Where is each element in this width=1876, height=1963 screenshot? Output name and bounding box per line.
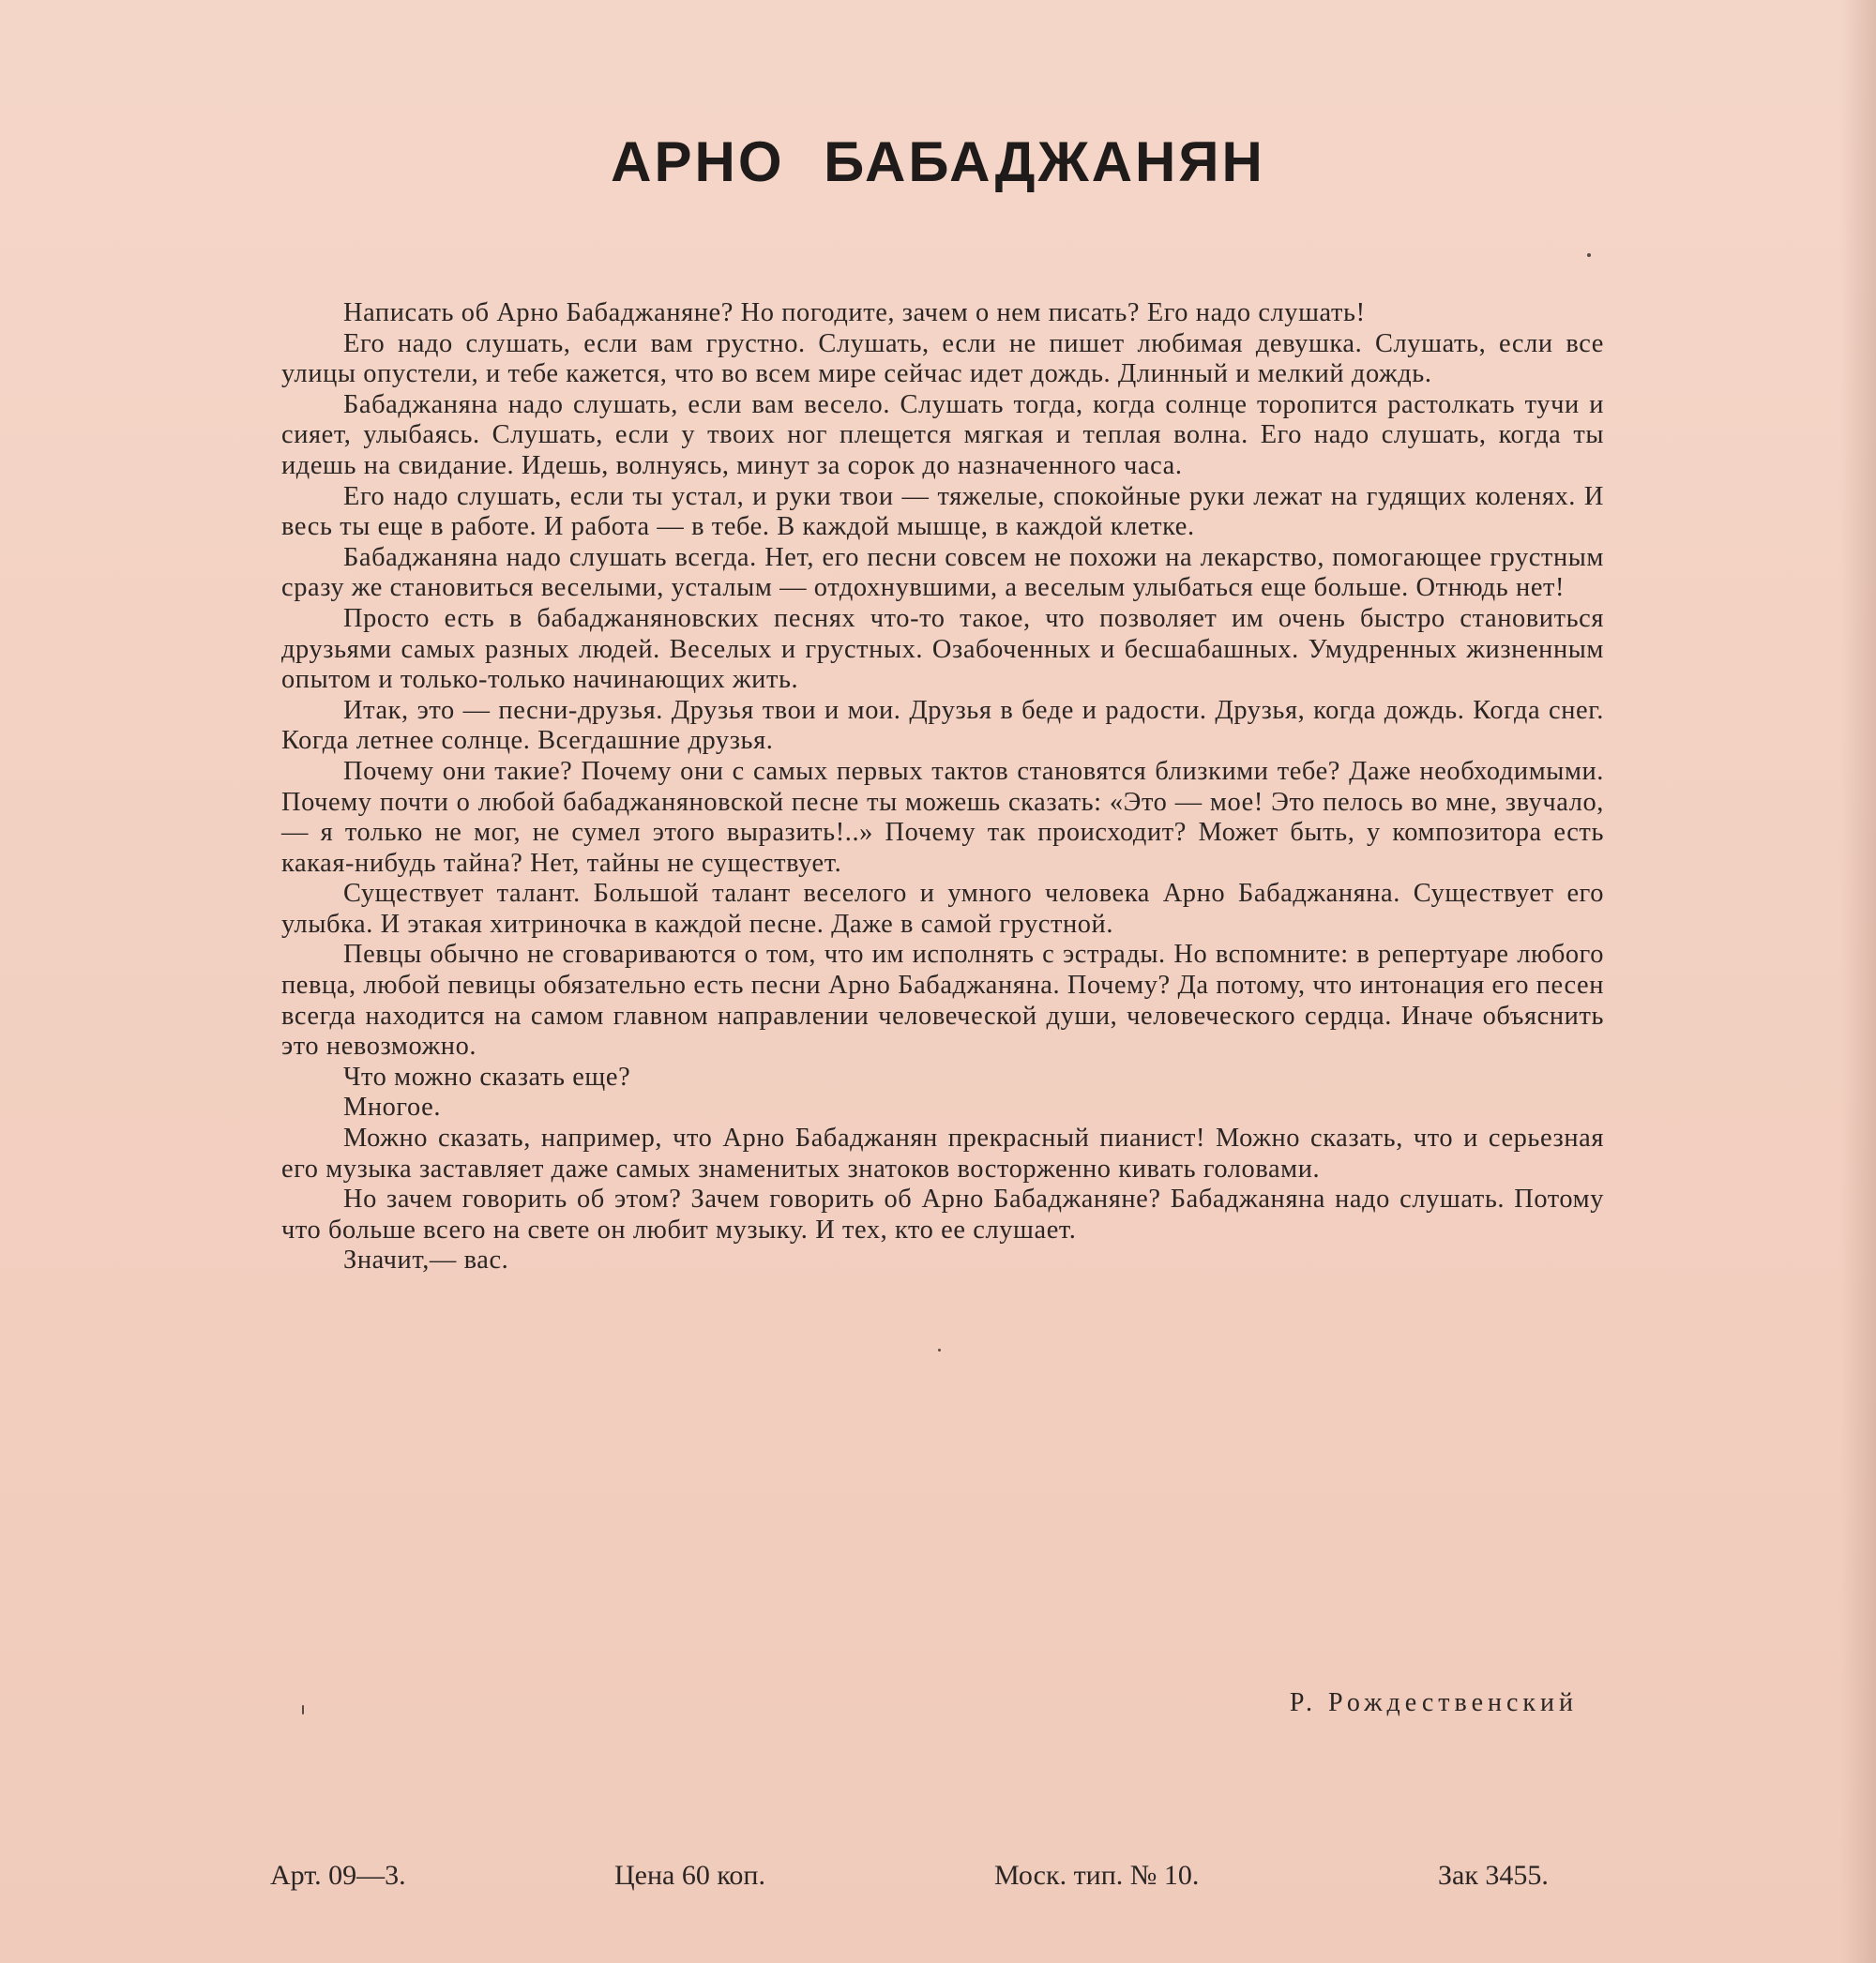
- paper-speck: [302, 1705, 304, 1714]
- paper-speck: [938, 1349, 941, 1351]
- article-number: Арт. 09—3.: [270, 1860, 406, 1891]
- paragraph: Певцы обычно не сговариваются о том, что им исполнять с эстрады. Но вспомните: в репертуаре любого певца, любой певицы обязательно есть песни Арно Бабаджаняна. Почему? Да потому, что интонация его песен всегда находится на самом главном направлении человеческой души, человеческого сердца. Иначе объяснить это невозможно.: [281, 940, 1604, 1062]
- article-body: [281, 298, 1604, 1276]
- paragraph: Бабаджаняна надо слушать всегда. Нет, его песни совсем не похожи на лекарство, помогающее грустным сразу же становиться веселыми, усталым — отдохнувшими, а веселым улыбаться еще больше. Отнюдь нет!: [281, 542, 1604, 603]
- paragraph: Существует талант. Большой талант веселого и умного человека Арно Бабаджаняна. Существует его улыбка. И этакая хитриночка в каждой песне. Даже в самой грустной.: [281, 879, 1604, 939]
- imprint-footer: [0, 1860, 1876, 1897]
- paragraph: Его надо слушать, если ты устал, и руки твои — тяжелые, спокойные руки лежат на гудящих коленях. И весь ты еще в работе. И работа — в тебе. В каждой мышце, в каждой клетке.: [281, 481, 1604, 542]
- page-title: АРНО БАБАДЖАНЯН: [611, 130, 1265, 193]
- paragraph: Бабаджаняна надо слушать, если вам весело. Слушать тогда, когда солнце торопится растолкать тучи и сияет, улыбаясь. Слушать, если у твоих ног плещется мягкая и теплая волна. Его надо слушать, когда ты идешь на свидание. Идешь, волнуясь, минут за сорок до назначенного часа.: [281, 389, 1604, 480]
- paragraph: Значит,— вас.: [343, 1246, 509, 1276]
- paragraph: Но зачем говорить об этом? Зачем говорить об Арно Бабаджаняне? Бабаджаняна надо слушать. Потому что больше всего на свете он любит музыку. И тех, кто ее слушает.: [281, 1185, 1604, 1245]
- paragraph: Многое.: [343, 1093, 442, 1123]
- page-edge-shadow: [1840, 0, 1876, 1963]
- paragraph: Написать об Арно Бабаджаняне? Но погодите, зачем о нем писать? Его надо слушать!: [343, 298, 1366, 327]
- paragraph: Почему они такие? Почему они с самых первых тактов становятся близкими тебе? Даже необходимыми. Почему почти о любой бабаджаняновской песне ты можешь сказать: «Это — мое! Это пелось во мне, звучало,— я только не мог, не сумел этого выразить!..» Почему так происходит? Может быть, у композитора есть какая-нибудь тайна? Нет, тайны не существует.: [281, 756, 1604, 878]
- paper-speck: [1587, 253, 1591, 257]
- paragraph: Можно сказать, например, что Арно Бабаджанян прекрасный пианист! Можно сказать, что и серьезная его музыка заставляет даже самых знаменитых знатоков восторженно кивать головами.: [281, 1124, 1604, 1184]
- paragraph: Просто есть в бабаджаняновских песнях что-то такое, что позволяет им очень быстро становиться друзьями самых разных людей. Веселых и грустных. Озабоченных и бесшабашных. Умудренных жизненным опытом и только-только начинающих жить.: [281, 603, 1604, 695]
- order-number: Зак 3455.: [1438, 1860, 1549, 1891]
- paragraph: Его надо слушать, если вам грустно. Слушать, если не пишет любимая девушка. Слушать, если все улицы опустели, и тебе кажется, что во всем мире сейчас идет дождь. Длинный и мелкий дождь.: [281, 328, 1604, 389]
- author-signature: Р. Рождественский: [1289, 1688, 1578, 1717]
- printer-label: Моск. тип. № 10.: [994, 1860, 1200, 1891]
- price-label: Цена 60 коп.: [614, 1860, 765, 1891]
- paragraph: Итак, это — песни-друзья. Друзья твои и мои. Друзья в беде и радости. Друзья, когда дождь. Когда снег. Когда летнее солнце. Всегдашние друзья.: [281, 695, 1604, 756]
- paragraph: Что можно сказать еще?: [343, 1062, 631, 1092]
